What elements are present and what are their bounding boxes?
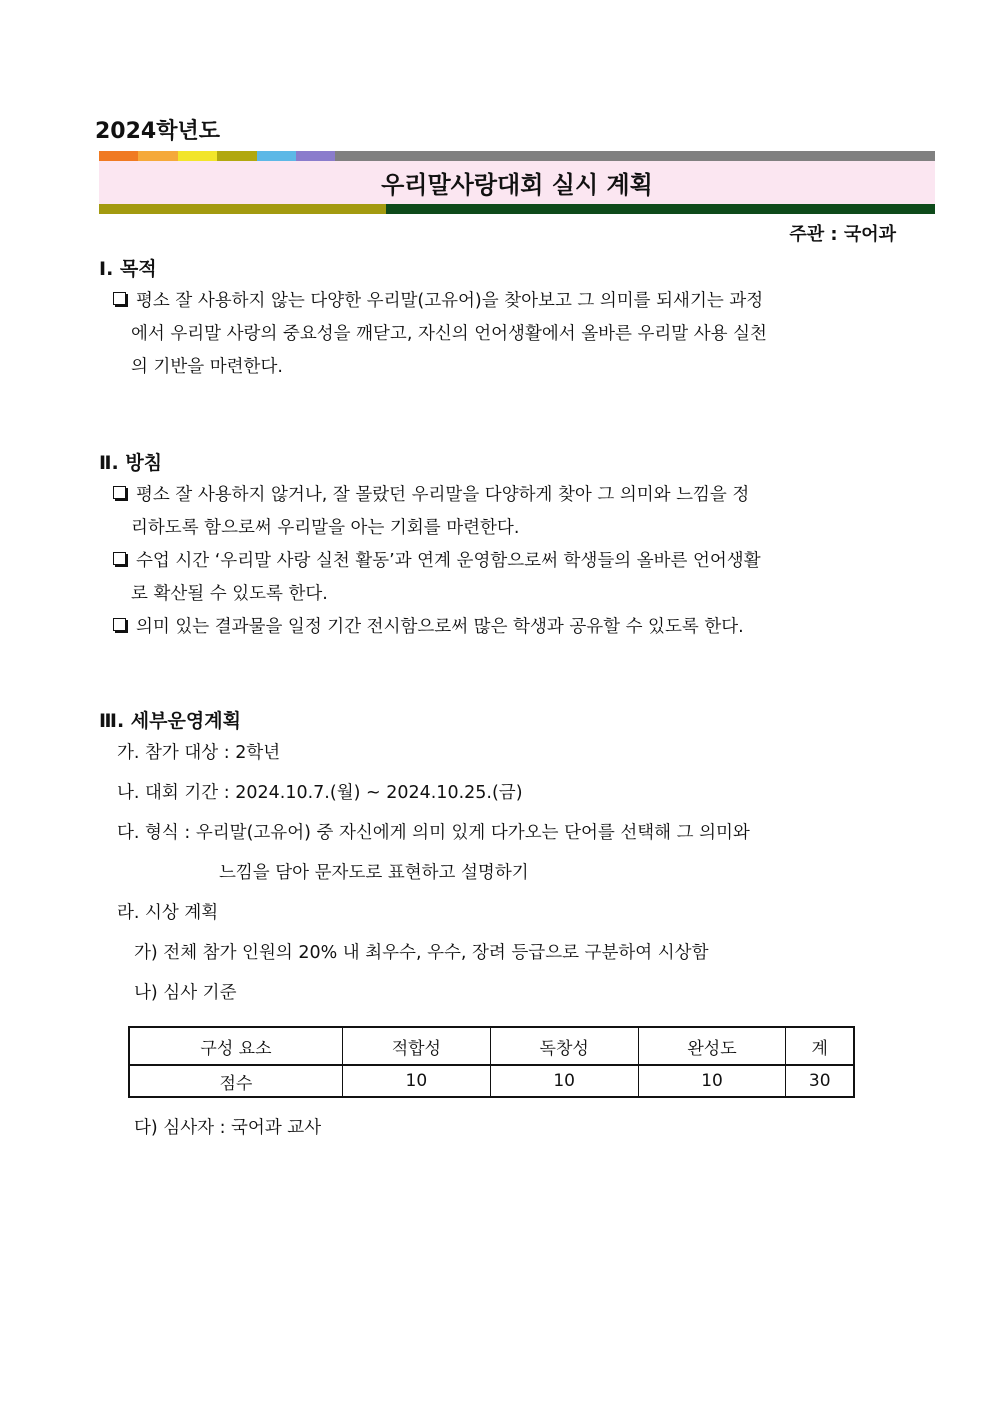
- table-header-cell: 독창성: [490, 1027, 638, 1065]
- color-segment: [257, 151, 296, 161]
- item-text: 평소 잘 사용하지 않는 다양한 우리말(고유어)을 찾아보고 그 의미를 되새기는 과정: [136, 291, 764, 311]
- section-heading-purpose: Ⅰ. 목적: [99, 258, 157, 280]
- title-box: [99, 161, 935, 204]
- item-text: 수업 시간 ‘우리말 사랑 실천 활동’과 연계 운영함으로써 학생들의 올바른 언어생활: [136, 551, 761, 571]
- color-segment: [296, 151, 335, 161]
- page-title: 우리말사랑대회 실시 계획: [381, 171, 653, 199]
- purpose-item: [113, 285, 897, 384]
- plan-award-a: 가) 전체 참가 인원의 20% 내 최우수, 우수, 장려 등급으로 구분하여 시상함: [134, 943, 709, 963]
- color-segment: [99, 151, 138, 161]
- organizer-label: 주관 : 국어과: [789, 224, 896, 245]
- table-cell: 10: [638, 1065, 786, 1097]
- plan-judge: 다) 심사자 : 국어과 교사: [134, 1118, 322, 1138]
- plan-target: 가. 참가 대상 : 2학년: [117, 743, 281, 763]
- table-header-cell: 구성 요소: [129, 1027, 342, 1065]
- item-text: 의미 있는 결과물을 일정 기간 전시함으로써 많은 학생과 공유할 수 있도록 한다.: [136, 617, 744, 637]
- plan-award-b: 나) 심사 기준: [134, 983, 237, 1003]
- item-text: 평소 잘 사용하지 않거나, 잘 몰랐던 우리말을 다양하게 찾아 그 의미와 느낌을 정: [136, 485, 750, 505]
- color-segment: [99, 204, 386, 214]
- table-row: [129, 1065, 854, 1097]
- section-heading-policy: Ⅱ. 방침: [99, 452, 163, 474]
- section-heading-plan: Ⅲ. 세부운영계획: [99, 710, 241, 732]
- item-text: 로 확산될 수 있도록 한다.: [131, 584, 328, 604]
- plan-award: 라. 시상 계획: [117, 903, 219, 923]
- table-header-row: [129, 1027, 854, 1065]
- checkbox-bullet-icon: [113, 618, 126, 631]
- color-segment: [335, 151, 935, 161]
- plan-period: 나. 대회 기간 : 2024.10.7.(월) ~ 2024.10.25.(금): [117, 783, 523, 803]
- table-cell: 점수: [129, 1065, 342, 1097]
- plan-format-cont: 느낌을 담아 문자도로 표현하고 설명하기: [219, 863, 529, 883]
- table-cell: 10: [490, 1065, 638, 1097]
- table-header-cell: 완성도: [638, 1027, 786, 1065]
- color-segment: [138, 151, 178, 161]
- table-header-cell: 적합성: [342, 1027, 490, 1065]
- policy-list: [113, 479, 897, 644]
- checkbox-bullet-icon: [113, 552, 126, 565]
- item-text: 리하도록 함으로써 우리말을 아는 기회를 마련한다.: [131, 518, 520, 538]
- checkbox-bullet-icon: [113, 292, 126, 305]
- color-segment: [217, 151, 257, 161]
- table-cell: 30: [786, 1065, 854, 1097]
- bottom-color-bar: [99, 204, 935, 214]
- year-label: 2024학년도: [95, 119, 220, 144]
- top-color-bar: [99, 151, 935, 161]
- color-segment: [178, 151, 217, 161]
- item-text: 에서 우리말 사랑의 중요성을 깨닫고, 자신의 언어생활에서 올바른 우리말 사용 실천: [131, 324, 767, 344]
- color-segment: [386, 204, 935, 214]
- checkbox-bullet-icon: [113, 486, 126, 499]
- plan-format: 다. 형식 : 우리말(고유어) 중 자신에게 의미 있게 다가오는 단어를 선택해 그 의미와: [117, 823, 750, 843]
- criteria-table: [128, 1026, 855, 1098]
- table-header-cell: 계: [786, 1027, 854, 1065]
- table-cell: 10: [342, 1065, 490, 1097]
- item-text: 의 기반을 마련한다.: [131, 357, 283, 377]
